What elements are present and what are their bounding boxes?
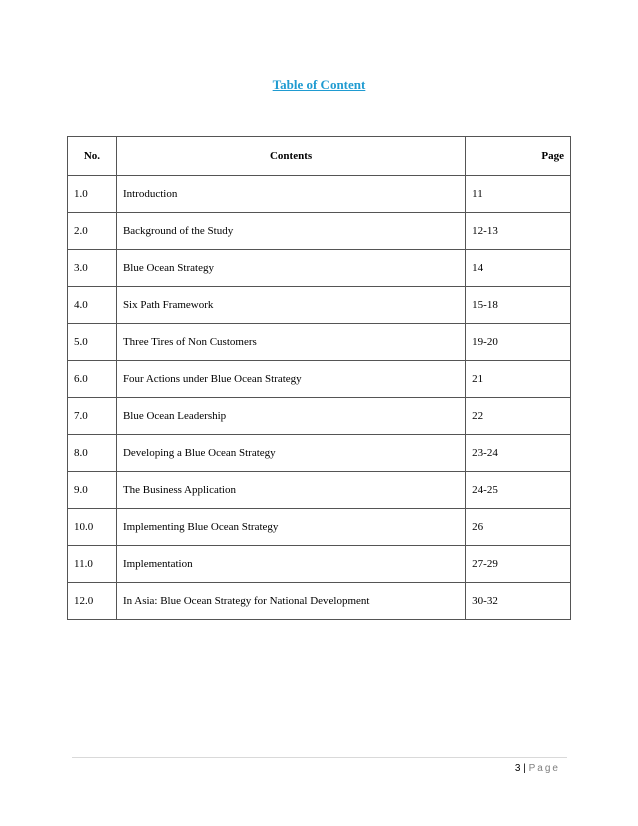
page-number: 3: [514, 763, 521, 774]
table-row: [68, 324, 571, 361]
row-contents: Four Actions under Blue Ocean Strategy: [116, 361, 465, 398]
row-page: 23-24: [466, 435, 571, 472]
row-contents: Six Path Framework: [116, 287, 465, 324]
page-separator: |: [523, 763, 526, 774]
table-header-row: [68, 137, 571, 176]
row-number: 7.0: [68, 398, 117, 435]
table-row: [68, 546, 571, 583]
row-page: 22: [466, 398, 571, 435]
table-row: [68, 176, 571, 213]
row-contents: Blue Ocean Strategy: [116, 250, 465, 287]
row-number: 8.0: [68, 435, 117, 472]
page-footer: [515, 763, 560, 774]
table-row: [68, 583, 571, 620]
row-number: 2.0: [68, 213, 117, 250]
row-number: 9.0: [68, 472, 117, 509]
row-contents: In Asia: Blue Ocean Strategy for National Development: [116, 583, 465, 620]
table-row: [68, 435, 571, 472]
table-row: [68, 509, 571, 546]
row-page: 14: [466, 250, 571, 287]
row-number: 3.0: [68, 250, 117, 287]
row-contents: Developing a Blue Ocean Strategy: [116, 435, 465, 472]
row-page: 11: [466, 176, 571, 213]
row-page: 30-32: [466, 583, 571, 620]
header-no: No.: [68, 137, 117, 176]
table-row: [68, 472, 571, 509]
table-row: [68, 361, 571, 398]
row-page: 24-25: [466, 472, 571, 509]
table-row: [68, 398, 571, 435]
row-number: 4.0: [68, 287, 117, 324]
row-number: 1.0: [68, 176, 117, 213]
footer-divider: [72, 757, 567, 758]
table-body: [68, 176, 571, 620]
row-number: 5.0: [68, 324, 117, 361]
row-page: 26: [466, 509, 571, 546]
row-contents: Background of the Study: [116, 213, 465, 250]
table-of-contents: [67, 136, 571, 620]
row-page: 27-29: [466, 546, 571, 583]
table-row: [68, 287, 571, 324]
table-row: [68, 250, 571, 287]
table-row: [68, 213, 571, 250]
row-contents: Three Tires of Non Customers: [116, 324, 465, 361]
row-contents: Blue Ocean Leadership: [116, 398, 465, 435]
page-label: Page: [528, 763, 560, 774]
row-contents: The Business Application: [116, 472, 465, 509]
row-page: 19-20: [466, 324, 571, 361]
row-page: 12-13: [466, 213, 571, 250]
row-contents: Implementation: [116, 546, 465, 583]
row-number: 6.0: [68, 361, 117, 398]
page-title: Table of Content: [272, 77, 366, 92]
row-contents: Introduction: [116, 176, 465, 213]
header-contents: Contents: [116, 137, 465, 176]
row-page: 21: [466, 361, 571, 398]
row-page: 15-18: [466, 287, 571, 324]
header-page: Page: [466, 137, 571, 176]
row-number: 12.0: [68, 583, 117, 620]
row-number: 10.0: [68, 509, 117, 546]
row-number: 11.0: [68, 546, 117, 583]
row-contents: Implementing Blue Ocean Strategy: [116, 509, 465, 546]
